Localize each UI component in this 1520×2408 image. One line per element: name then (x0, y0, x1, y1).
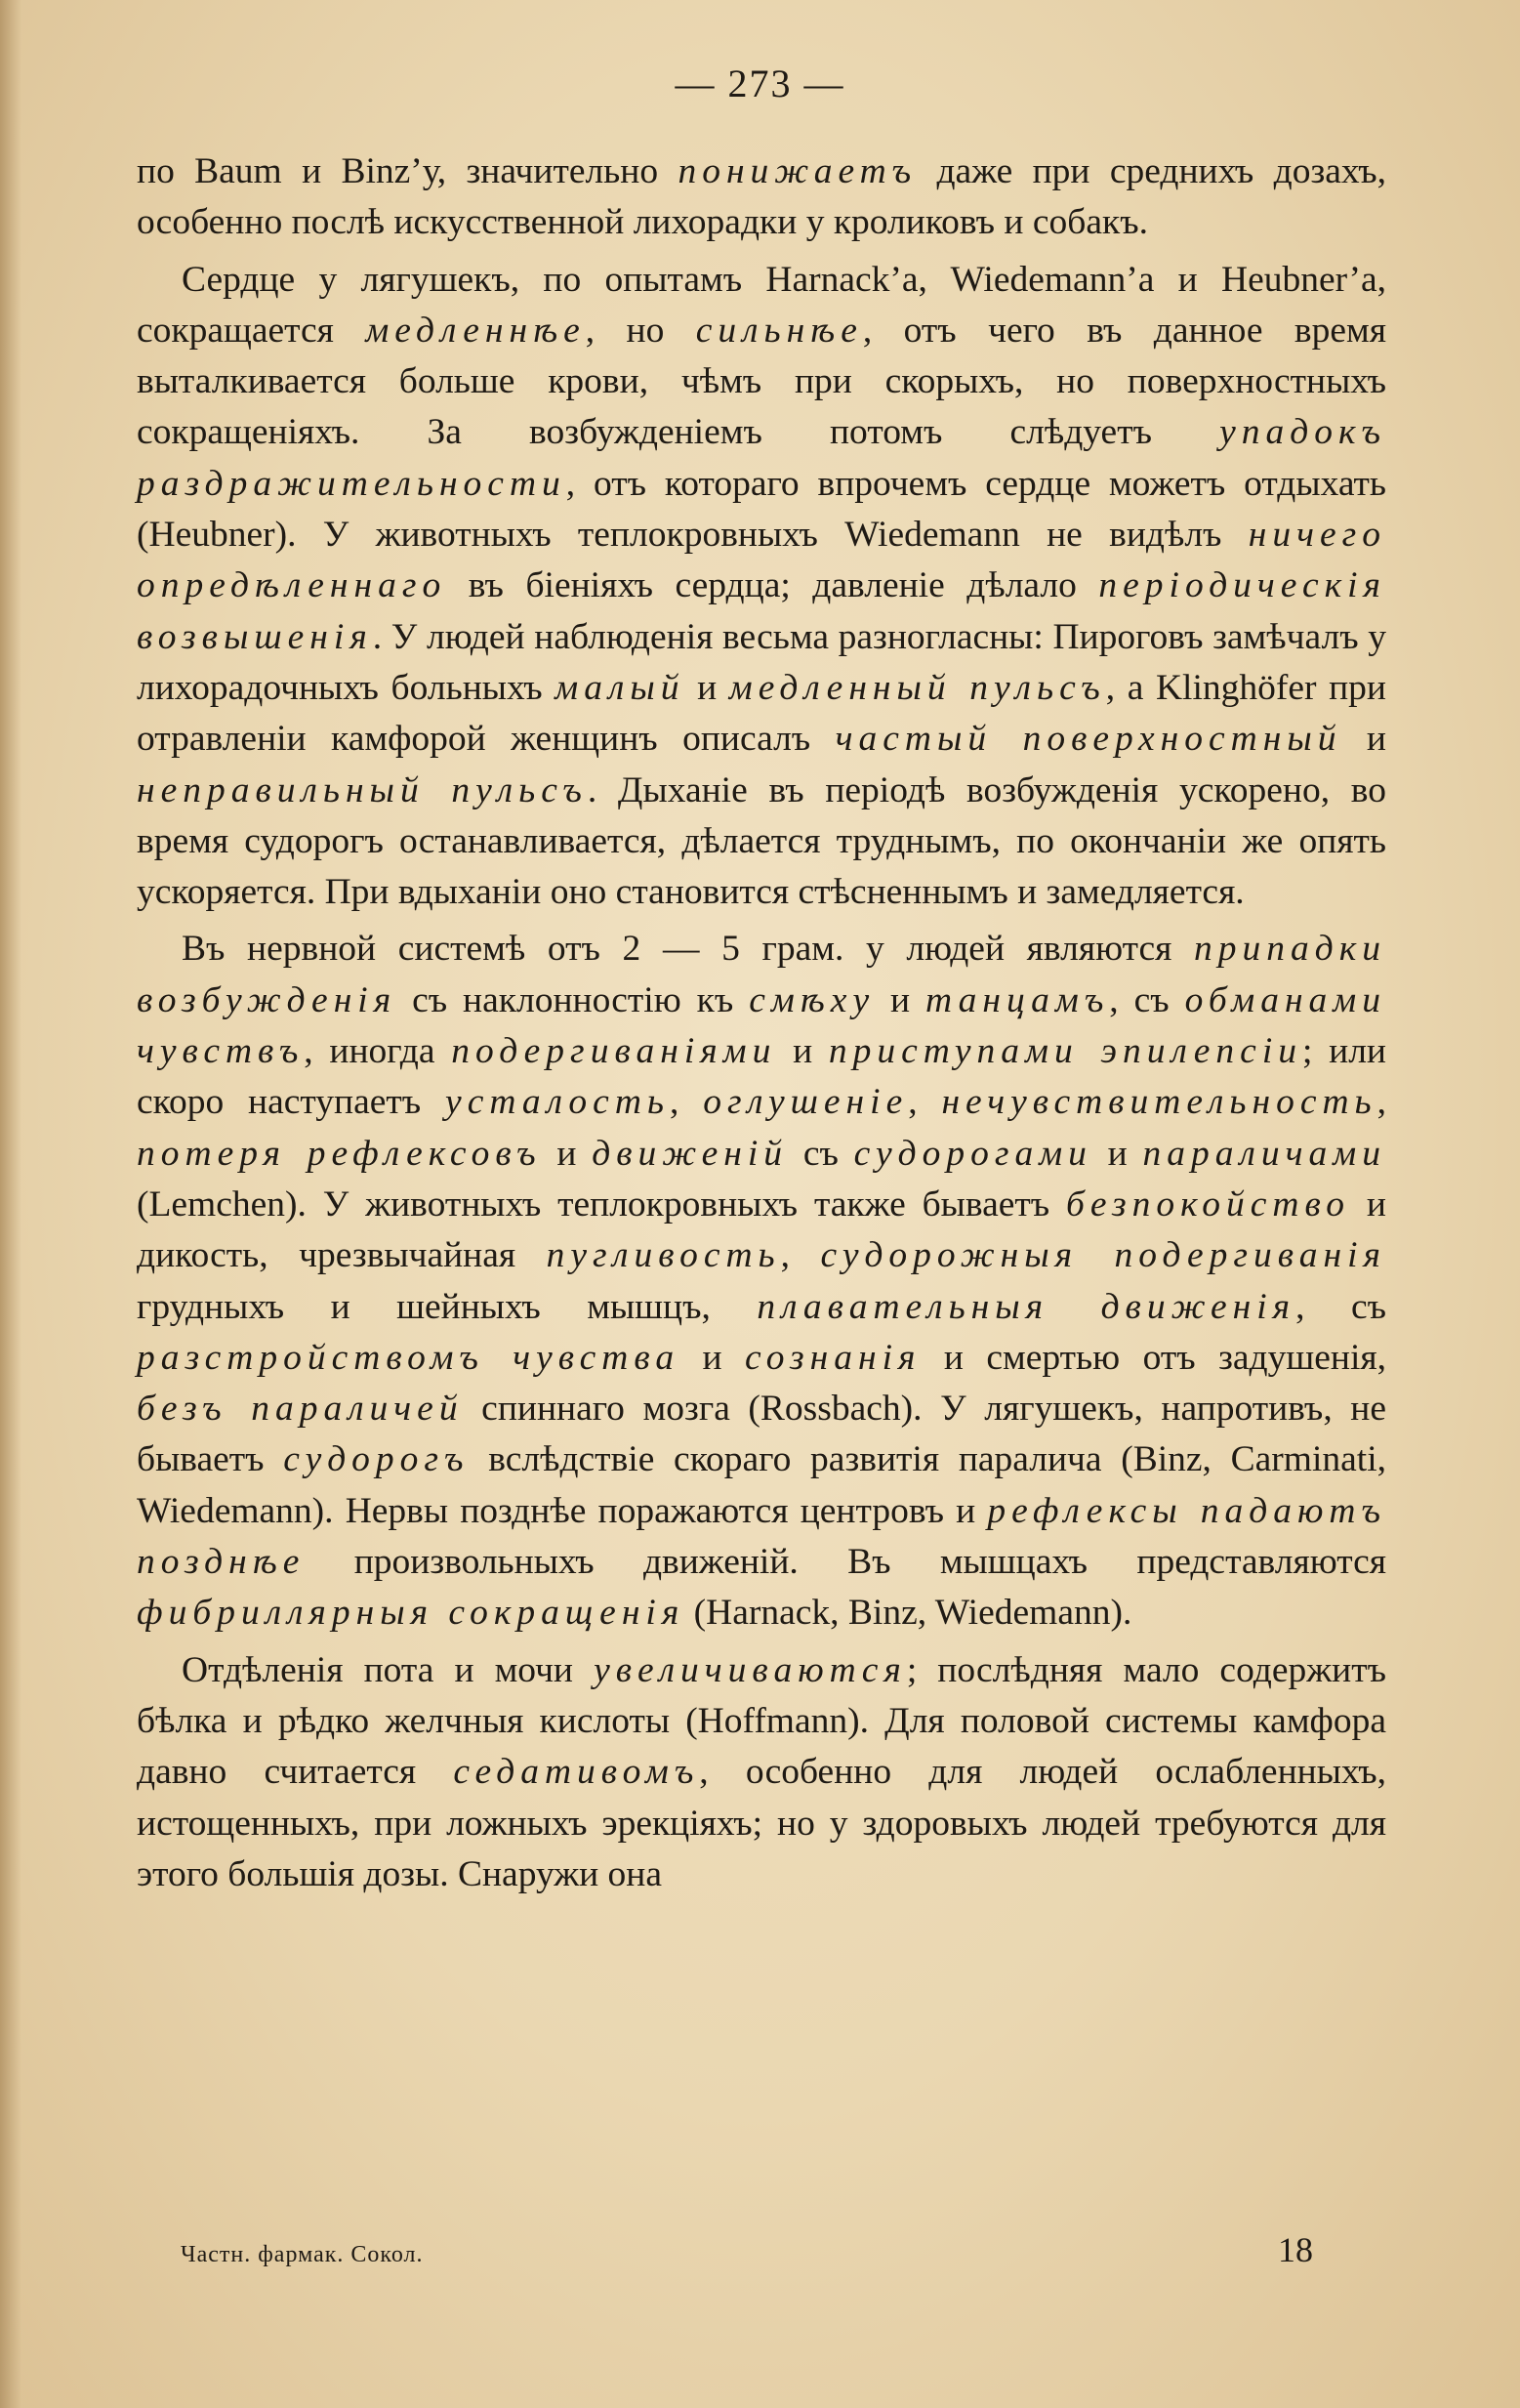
emphasized-text: судорогъ (283, 1439, 470, 1480)
text-run: ; послѣдняя мало содержитъ бѣлка и рѣдко желчныя кислоты (Hoffmann). Для половой системы камфора давно считается (137, 1649, 1386, 1793)
text-run: , съ (1109, 979, 1185, 1020)
text-run: и (541, 1133, 593, 1174)
emphasized-text: медленный пульсъ (728, 667, 1106, 708)
emphasized-text: малый (555, 667, 685, 708)
text-run: вслѣдствіе скораго развитія паралича (Binz, Carminati, Wiedemann). Нервы позднѣе поражаются центровъ и (137, 1439, 1386, 1531)
text-run: въ біеніяхъ сердца; давленіе дѣлало (446, 565, 1099, 606)
emphasized-text: медленнѣе (365, 310, 586, 351)
emphasized-text: смѣху (749, 979, 876, 1020)
text-run: произвольныхъ движеній. Въ мышцахъ представляются (305, 1542, 1386, 1583)
page-number-header: — 273 — (675, 62, 845, 105)
text-run: и (875, 979, 926, 1020)
emphasized-text: понижаетъ (678, 151, 918, 191)
text-run: грудныхъ и шейныхъ мышцъ, (137, 1286, 758, 1327)
emphasized-text: оглушеніе (703, 1082, 909, 1123)
text-run: даже при среднихъ дозахъ, особенно послѣ искусственной лихорадки у кроликовъ и собакъ. (137, 151, 1386, 243)
emphasized-text: сильнѣе (695, 310, 863, 351)
text-run: Въ нервной системѣ отъ 2 — 5 грам. у людей являются (182, 929, 1194, 970)
text-run: , (1376, 1082, 1386, 1123)
emphasized-text: параличами (1142, 1133, 1386, 1174)
text-run: (Lemchen). У животныхъ теплокровныхъ также бываетъ (137, 1183, 1067, 1225)
emphasized-text: обманами чувствъ (137, 979, 1386, 1072)
text-run: , съ (1295, 1286, 1386, 1327)
emphasized-text: движеній (592, 1133, 789, 1174)
text-run: и (1341, 719, 1386, 760)
paragraph (137, 924, 1386, 1639)
emphasized-text: судорожныя подергиванія (820, 1235, 1386, 1276)
paragraph (137, 1645, 1386, 1900)
emphasized-text: потеря рефлексовъ (137, 1133, 542, 1174)
emphasized-text: упадокъ раздражительности (137, 412, 1386, 504)
emphasized-text: періодическія возвышенія (137, 565, 1386, 657)
emphasized-text: рефлексы падаютъ позднѣе (137, 1490, 1386, 1583)
text-run: съ наклонностію къ (396, 979, 750, 1020)
paragraph (137, 255, 1386, 919)
emphasized-text: частый поверхностный (835, 719, 1342, 760)
emphasized-text: усталость (445, 1082, 670, 1123)
text-run: Сердце у лягушекъ, по опытамъ Harnack’a, Wiedemann’a и Heubner’a, сокращается (137, 259, 1386, 351)
text-run: , а Klinghöfer при отравленіи камфорой женщинъ описалъ (137, 667, 1386, 760)
text-run: и (776, 1031, 829, 1072)
emphasized-text: подергиваніями (451, 1031, 777, 1072)
text-run: , (908, 1082, 942, 1123)
emphasized-text: разстройствомъ чувства (137, 1337, 680, 1378)
text-run: и смертью отъ задушенія, (921, 1337, 1386, 1378)
text-run: . Дыханіе въ періодѣ возбужденія ускорено, во время судорогъ останавливается, дѣлается труднымъ, по окончаніи же опять ускоряется. При вдыханіи оно становится стѣсненнымъ и замедляется. (137, 769, 1386, 913)
text-run: , иногда (304, 1031, 452, 1072)
page-footer (181, 2229, 1374, 2270)
sheet-number: 18 (1278, 2230, 1313, 2269)
emphasized-text: седативомъ (453, 1752, 700, 1793)
text-run: и (1091, 1133, 1143, 1174)
emphasized-text: ничего опредѣленнаго (137, 515, 1386, 606)
emphasized-text: танцамъ (925, 979, 1110, 1020)
emphasized-text: безпокойство (1066, 1183, 1351, 1225)
text-run: (Harnack, Binz, Wiedemann). (684, 1593, 1132, 1634)
text-run: , (669, 1082, 704, 1123)
paragraph (137, 146, 1386, 249)
text-run: Отдѣленія пота и мочи (182, 1649, 595, 1690)
text-run: , отъ котораго впрочемъ сердце можетъ отдыхать (Heubner). У животныхъ теплокровныхъ Wiedemann не видѣлъ (137, 463, 1386, 556)
text-run: по Baum и Binz’у, значительно (137, 151, 678, 191)
text-run: спиннаго мозга (Rossbach). У лягушекъ, напротивъ, не бываетъ (137, 1389, 1386, 1480)
text-run: ; или скоро наступаетъ (137, 1031, 1386, 1123)
text-run: , отъ чего въ данное время выталкивается больше крови, чѣмъ при скорыхъ, но поверхностныхъ сокращеніяхъ. За возбужденіемъ потомъ слѣдуетъ (137, 310, 1386, 453)
text-run: , (780, 1235, 821, 1276)
text-run: , особенно для людей ослабленныхъ, истощенныхъ, при ложныхъ эрекціяхъ; но у здоровыхъ людей требуются для этого большія дозы. Снаружи она (137, 1752, 1386, 1894)
emphasized-text: неправильный пульсъ (137, 769, 588, 810)
text-run: съ (788, 1133, 854, 1174)
emphasized-text: безъ параличей (137, 1389, 464, 1430)
emphasized-text: фибриллярныя сокращенія (137, 1593, 685, 1634)
body-text (137, 146, 1386, 1900)
text-run: и (684, 667, 729, 708)
emphasized-text: судорогами (853, 1133, 1092, 1174)
text-run: . У людей наблюденія весьма разногласны: Пироговъ замѣчалъ у лихорадочныхъ больныхъ (137, 616, 1386, 708)
page-shadow-edge (0, 0, 21, 2408)
emphasized-text: приступами эпилепсіи (828, 1031, 1302, 1072)
emphasized-text: увеличиваются (594, 1649, 907, 1690)
emphasized-text: сознанія (745, 1337, 922, 1378)
text-run: и (679, 1337, 746, 1378)
text-run: , но (585, 310, 696, 351)
emphasized-text: плавательныя движенія (757, 1286, 1296, 1327)
emphasized-text: припадки возбужденія (137, 929, 1386, 1020)
emphasized-text: пугливость (546, 1235, 781, 1276)
printer-signature: Частн. фармак. Сокол. (181, 2242, 424, 2267)
text-run: и дикость, чрезвычайная (137, 1183, 1386, 1276)
emphasized-text: нечувствительность (941, 1082, 1377, 1123)
